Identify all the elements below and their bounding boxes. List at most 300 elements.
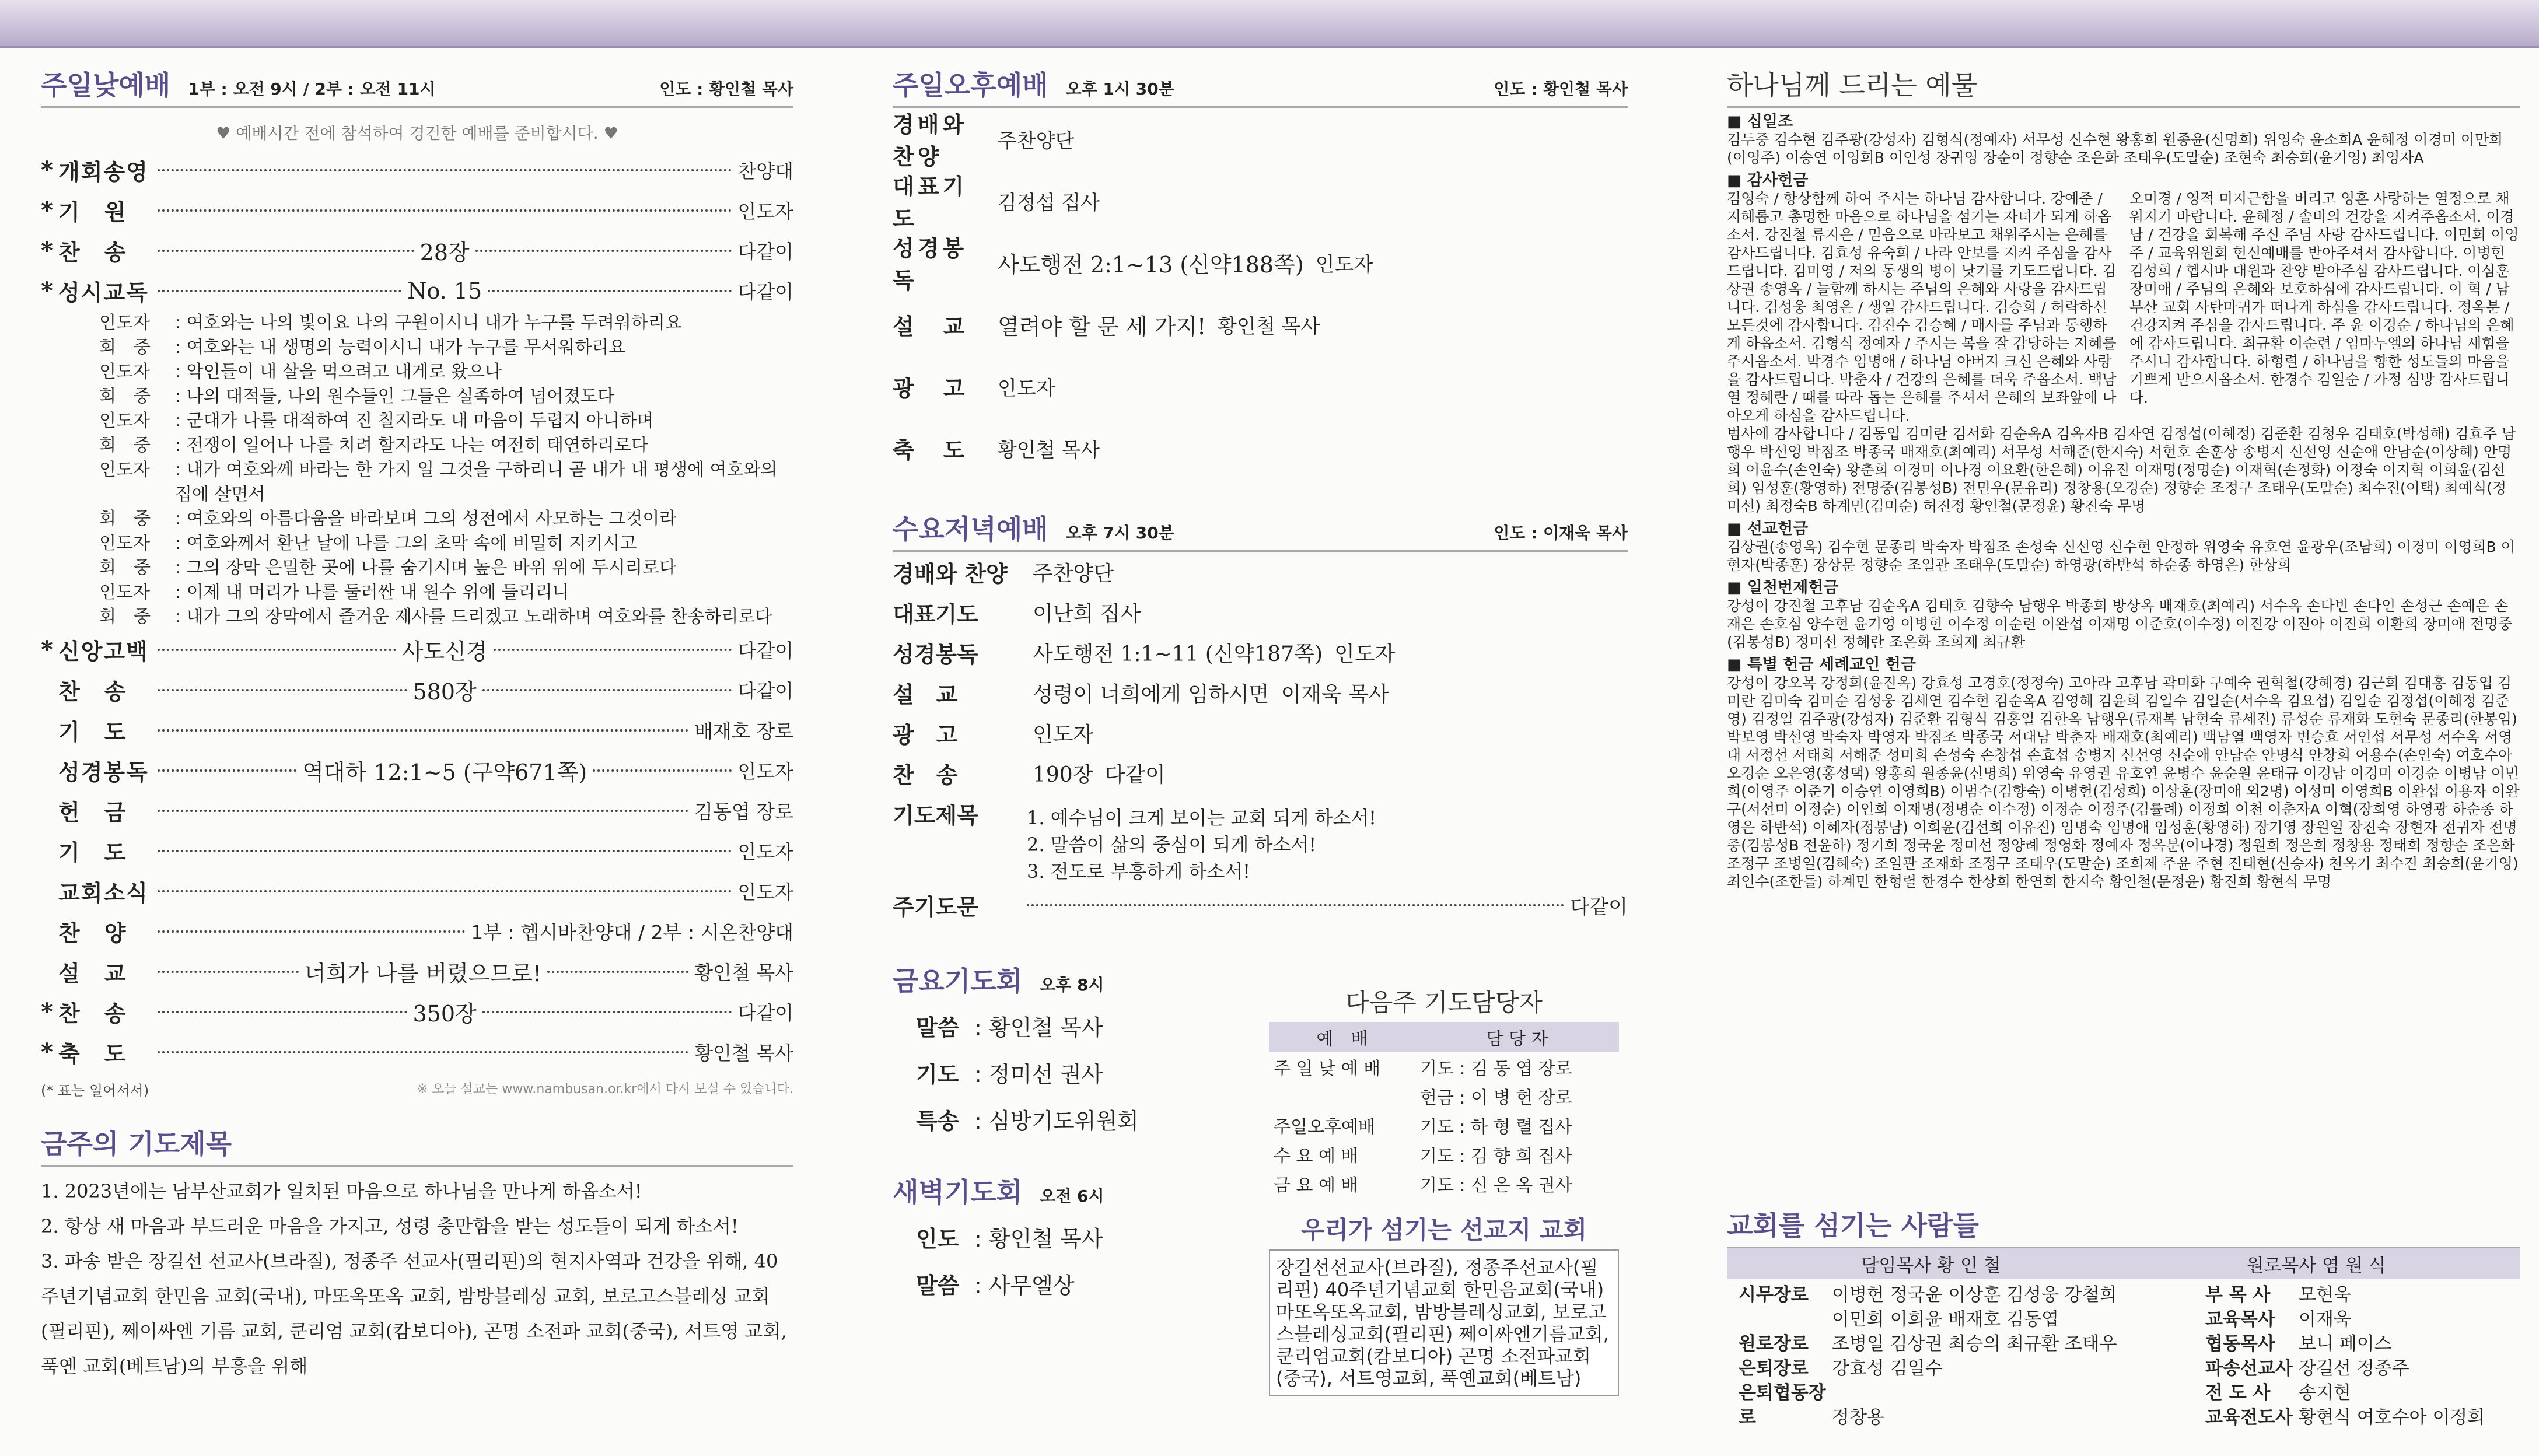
staff-grid: [1727, 1279, 2520, 1433]
senior-pastor: 담임목사 황 인 철: [1861, 1255, 2001, 1276]
order-middle: [1021, 560, 1033, 584]
standing-mark: *: [41, 197, 53, 224]
order-label: 설 교: [58, 961, 127, 986]
order-person: 황인철 목사: [998, 438, 1100, 462]
wednesday-service-times: 오후 7시 30분: [1065, 523, 1174, 542]
order-middle: [152, 1051, 694, 1054]
order-label: 신앙고백: [58, 639, 149, 664]
week-prayer-list: [41, 1174, 793, 1384]
order-row: [41, 871, 793, 911]
top-banner: [0, 0, 2539, 48]
reading-text: : 여호와의 아름다움을 바라보며 그의 성전에서 사모하는 그것이라: [175, 509, 677, 529]
meeting-value: : 황인철 목사: [974, 1014, 1103, 1041]
meeting-row: [916, 1096, 1266, 1142]
next-week-service: 주일오후예배: [1274, 1117, 1375, 1138]
reading-text: : 악인들이 내 살을 먹으려고 내게로 왔으나: [175, 362, 502, 382]
order-middle: [152, 850, 737, 852]
staff-row: [1739, 1332, 2205, 1356]
next-week-service: 금 요 예 배: [1274, 1175, 1358, 1196]
order-middle: [986, 127, 998, 151]
wednesday-service-leader: 인도 : 이재욱 목사: [1494, 523, 1628, 542]
order-label: 경배와 찬양: [893, 112, 968, 170]
next-week-person: 헌금 : 이 병 헌 장로: [1420, 1088, 1572, 1108]
meeting-label: 말씀: [916, 1014, 959, 1041]
dot-leader: [158, 971, 299, 973]
staff-names: 정창용: [1832, 1407, 1884, 1428]
order-content: 580장: [412, 679, 477, 705]
order-label: 대표기도: [893, 601, 978, 627]
dot-leader: [482, 689, 732, 691]
order-row: [41, 750, 793, 790]
dot-leader: [158, 250, 414, 252]
reading-text: : 내가 그의 장막에서 즐거운 제사를 드리겠고 노래하며 여호와를 찬송하리로다: [175, 607, 772, 627]
meeting-label: 인도: [916, 1226, 959, 1252]
order-row: [41, 670, 793, 710]
prayer-item: 2. 항상 새 마음과 부드러운 마음을 가지고, 성령 충만함을 받는 성도들이 되게 하소서!: [41, 1215, 739, 1237]
order-middle: [986, 247, 1316, 279]
order-row: [41, 271, 793, 311]
staff-row: [2205, 1405, 2509, 1430]
standing-mark: *: [41, 237, 53, 264]
dot-leader: [158, 209, 732, 212]
staff-role: 협동목사: [2205, 1334, 2275, 1354]
order-person: 찬양대: [737, 160, 793, 183]
order-label: 축 도: [893, 437, 968, 463]
morning-service-column: [41, 64, 793, 1384]
reading-line: [99, 458, 793, 507]
daily-offering-names: 강성이 강진철 고후남 김순옥A 김태호 김향숙 남행우 박종희 방상옥 배재호(최예리) 서수옥 손다빈 손다인 손성근 손예은 손재은 손호심 양수현 윤기영 이병헌 이수정 이순련 이완섭 이재명 이준호(이수정) 이진강 이진아 이진희 이환희 장미애 전명중(김봉성B) 정미선 정혜란 조은화 조희제 최규환: [1727, 597, 2513, 650]
staff-row: [2205, 1283, 2509, 1307]
order-label: 찬 양: [58, 921, 127, 946]
tithe-block: [1727, 113, 2520, 167]
order-middle: [152, 729, 694, 732]
staff-role: 교육목사: [2205, 1309, 2275, 1330]
prayer-meetings: [893, 960, 1266, 1307]
order-person: 1부 : 헵시바찬양대 / 2부 : 시온찬양대: [471, 921, 793, 944]
order-person: 인도자: [737, 841, 793, 863]
reading-speaker: 인도자: [99, 411, 150, 431]
order-row: [893, 632, 1628, 673]
staff-names: 이병헌 정국윤 이상훈 김성웅 강철희: [1832, 1284, 2117, 1306]
meeting-row: [916, 1049, 1266, 1096]
order-person: 황인철 목사: [694, 961, 793, 984]
order-label: 대표기도: [893, 174, 968, 232]
prayer-topics-label: 기도제목: [893, 803, 978, 828]
staff-row: [2205, 1307, 2509, 1332]
order-label: 기 도: [58, 719, 127, 745]
staff-header: [1727, 1248, 2520, 1279]
standing-mark: *: [41, 998, 53, 1026]
next-week-person: 기도 : 신 은 옥 권사: [1420, 1175, 1572, 1196]
reading-speaker: 인도자: [99, 313, 150, 333]
order-content: 사도행전 2:1~13 (신약188쪽): [998, 251, 1304, 278]
dot-leader: [494, 649, 732, 651]
reading-text: : 내가 여호와께 바라는 한 가지 일 그것을 구하리니 곧 내가 내 평생에 여호와의 집에 살면서: [175, 460, 778, 505]
standing-mark: *: [41, 636, 53, 663]
reading-text: : 전쟁이 일어나 나를 치려 할지라도 나는 여전히 태연하리로다: [175, 435, 648, 456]
emeritus-pastor: 원로목사 염 원 식: [2246, 1255, 2386, 1276]
dot-leader: [158, 930, 465, 933]
meeting-label: 기도: [916, 1061, 959, 1087]
order-middle: [152, 634, 737, 666]
order-label: 성시교독: [58, 280, 149, 306]
order-content: 190장: [1033, 763, 1093, 787]
order-row: [893, 592, 1628, 632]
staff-section: [1727, 1205, 2520, 1433]
order-middle: [1021, 600, 1033, 624]
order-row: [41, 951, 793, 992]
week-prayer-title: 금주의 기도제목: [41, 1123, 793, 1167]
order-content: 역대하 12:1~5 (구약671쪽): [302, 760, 587, 785]
order-person: 다같이: [737, 639, 793, 662]
reading-text: : 여호와는 내 생명의 능력이시니 내가 누구를 무서워하리요: [175, 337, 626, 358]
order-middle: [1021, 678, 1281, 708]
order-label: 경배와 찬양: [893, 561, 1008, 587]
afternoon-service-title: 주일오후예배: [893, 69, 1048, 101]
order-middle: [152, 996, 737, 1028]
order-row: [41, 230, 793, 271]
missions-title: 우리가 섬기는 선교지 교회: [1300, 1216, 1587, 1244]
afternoon-service-times: 오후 1시 30분: [1065, 79, 1174, 99]
order-row: [893, 170, 1628, 232]
meeting-value: : 황인철 목사: [974, 1226, 1103, 1252]
order-row: [893, 673, 1628, 713]
order-person: 주찬양단: [998, 129, 1075, 153]
order-person: 인도자: [737, 200, 793, 223]
order-person: 배재호 장로: [694, 720, 793, 743]
dot-leader: [158, 689, 407, 691]
lords-prayer-row: [893, 885, 1628, 925]
order-content: No. 15: [407, 278, 482, 304]
special-offering-names: 강성이 강오복 강정희(윤진옥) 강효성 고경호(정정숙) 고아라 고후남 곽미화 구예숙 권혁철(강혜경) 김근희 김대홍 김동엽 김미란 김미숙 김미순 김성웅 김세연 김수현 김순옥A 김영혜 김윤희 김일수 김일순(서수옥 김요섭) 김일순 김정섭(이혜정 김준영) 김정일 김주광(강성자) 김준환 김형식 김홍일 김한옥 남행우(류재복 남현숙 류세진) 류성순 류재화 도현숙 문종리(한봉임) 박보영 박선영 박숙자 박영자 박점조 박종국 서대남 박춘자 배재호(최예리) 백남열 백영자 변승효 서인섭 서무성 서수옥 서영대 서정선 서태희 서해준 성미희 손성숙 손창섭 손효섭 송병지 신선영 신순애 안남순 안명식 안창희 어용수(손인숙) 여호수아 오경순 오은영(홍성택) 왕홍희 원종윤(신명희) 위영숙 유영권 유호연 윤병수 윤순원 윤태규 이경남 이경미 이경순 이병남 이민희(이영주 이준기 이승연 이영희B) 이범수(김향숙) 이병헌(김성희) 이상훈(장미애 외2명) 이성미 이영희B 이완섭 이용자 이완구(서선미 이정순) 이인희 이재명(정명순 이수정) 이정순 이정주(김률례) 이정희 이천 이춘자A 이혁(장희영 하영광 하순종 하영은 하반석) 이혜자(정봉남) 이희윤(김선희 이유진) 임명숙 임명애 임성훈(황영하) 장기영 장원일 장진숙 장현자 전귀자 전명중(김봉성B 전윤하) 정기희 정국윤 정미선 정양례 정영화 정예자 정옥분(이나경) 정원희 정은희 정창용 정태희 정향순 조은화 조정구 조병일(김혜숙) 조일관 조재화 조정구 조태우(도말순) 조희제 주윤 주현 진태현(신승자) 천옥기 최수진 최승희(윤기영) 최인수(조한들) 하계민 한형렬 한경수 한상희 한연희 한지숙 황인철(문정윤) 황진희 황현식 무명: [1727, 674, 2520, 890]
meeting-label: 말씀: [916, 1272, 959, 1298]
offerings-column: [1727, 64, 2520, 891]
order-label: 기 원: [58, 200, 127, 225]
reading-text: : 여호와는 나의 빛이요 나의 구원이시니 내가 누구를 두려워하리요: [175, 313, 682, 333]
order-content: 350장: [412, 1001, 477, 1027]
order-label: 찬 송: [58, 1001, 127, 1027]
staff-role: 은퇴협동장로: [1739, 1382, 1826, 1428]
reading-text: : 그의 장막 은밀한 곳에 나를 숨기시며 높은 바위 위에 두시리로다: [175, 558, 676, 578]
thanks-heading: ■ 감사헌금: [1727, 172, 1809, 190]
reading-text: : 여호와께서 환난 날에 나를 그의 초막 속에 비밀히 지키시고: [175, 533, 637, 554]
dot-leader: [547, 971, 688, 973]
order-label: 성경봉독: [893, 236, 968, 293]
footnote: [41, 1079, 793, 1100]
order-row: [893, 108, 1628, 170]
special-offering-heading: ■ 특별 헌금 세례교인 헌금: [1727, 656, 1916, 674]
staff-names: 장길선 정종주: [2299, 1358, 2409, 1379]
order-middle: [152, 235, 737, 267]
staff-names: 이민희 이희윤 배재호 김동엽: [1832, 1309, 2059, 1330]
staff-right: [2205, 1283, 2509, 1430]
dot-leader: [158, 890, 732, 892]
order-middle: [986, 309, 1218, 341]
order-of-worship-continued: [41, 629, 793, 1072]
reading-line: [99, 409, 793, 433]
reading-line: [99, 556, 793, 580]
reading-speaker: 인도자: [99, 533, 150, 554]
order-row: [893, 552, 1628, 592]
order-middle: [152, 956, 694, 988]
daily-offering-heading: ■ 일천번제헌금: [1727, 579, 1839, 597]
order-content: 28장: [419, 240, 470, 265]
reading-text: : 이제 내 머리가 나를 둘러싼 내 원수 위에 들리리니: [175, 582, 569, 603]
order-person: 다같이: [737, 281, 793, 303]
wednesday-prayer-item: 1. 예수님이 크게 보이는 교회 되게 하소서!: [1027, 807, 1377, 829]
dot-leader: [158, 290, 401, 292]
morning-service-leader: 인도 : 황인철 목사: [659, 79, 793, 99]
dot-leader: [158, 1051, 688, 1054]
offerings-title: 하나님께 드리는 예물: [1727, 64, 2520, 108]
order-person: 김동엽 장로: [694, 800, 793, 823]
mission-offering-heading: ■ 선교헌금: [1727, 520, 1809, 538]
staff-names: 황현식 여호수아 이정희: [2299, 1407, 2485, 1428]
order-middle: [1021, 721, 1033, 745]
order-middle: [152, 890, 737, 892]
order-row: [41, 911, 793, 951]
staff-left: [1739, 1283, 2205, 1430]
next-week-person: 기도 : 하 형 렬 집사: [1420, 1117, 1572, 1138]
reading-speaker: 회 중: [99, 435, 151, 456]
dot-leader: [475, 250, 732, 252]
special-offering-block: [1727, 656, 2520, 891]
next-week-row: [1269, 1082, 1619, 1111]
reading-speaker: 회 중: [99, 386, 151, 407]
wednesday-service-header: [893, 508, 1628, 552]
order-middle: [1021, 758, 1105, 788]
next-week-prayer-box: [1269, 980, 1619, 1198]
staff-role: 원로장로: [1739, 1334, 1809, 1354]
thanks-block: [1727, 172, 2520, 515]
meeting-value: : 사무엘상: [974, 1272, 1075, 1298]
order-label: 성경봉독: [893, 642, 978, 667]
reading-speaker: 회 중: [99, 509, 151, 529]
order-person: 다같이: [737, 680, 793, 702]
order-label: 광 고: [893, 722, 958, 748]
order-label: 축 도: [58, 1041, 127, 1067]
reading-speaker: 인도자: [99, 460, 150, 480]
lords-prayer-label: 주기도문: [893, 894, 978, 920]
order-row: [893, 355, 1628, 417]
order-person: 인도자: [737, 881, 793, 904]
order-row: [41, 710, 793, 750]
order-label: 헌 금: [58, 800, 127, 825]
order-middle: [152, 930, 471, 933]
order-row: [41, 831, 793, 871]
order-person: 인도자: [1334, 642, 1396, 666]
dawn-rows: [893, 1213, 1266, 1307]
order-row: [893, 293, 1628, 355]
reading-speaker: 회 중: [99, 607, 151, 627]
morning-service-header: [41, 64, 793, 108]
dot-leader: [158, 810, 688, 812]
missions-box: [1269, 1208, 1619, 1396]
dot-leader: [158, 169, 732, 172]
next-week-person: 기도 : 김 향 희 집사: [1420, 1146, 1572, 1167]
order-middle: [152, 674, 737, 706]
order-of-worship: [41, 150, 793, 311]
order-row: [893, 417, 1628, 479]
order-label: 찬 송: [58, 679, 127, 705]
order-middle: [1021, 638, 1334, 667]
meeting-row: [916, 1213, 1266, 1260]
next-week-col-person: 담 당 자: [1415, 1022, 1619, 1052]
order-person: 다같이: [737, 240, 793, 263]
wednesday-order: [893, 552, 1628, 793]
staff-row: [2205, 1332, 2509, 1356]
mission-offering-block: [1727, 520, 2520, 574]
order-row: [893, 232, 1628, 293]
order-row: [893, 713, 1628, 753]
reading-line: [99, 605, 793, 629]
staff-role: 파송선교사: [2205, 1358, 2293, 1379]
staff-row: [2205, 1356, 2509, 1381]
tithe-heading: ■ 십일조: [1727, 113, 1793, 131]
staff-role: 전 도 사: [2205, 1382, 2271, 1404]
order-label: 개회송영: [58, 159, 149, 185]
order-content: 성령이 너희에게 임하시면: [1033, 682, 1270, 706]
wednesday-service-title: 수요저녁예배: [893, 513, 1048, 545]
dot-leader: [158, 729, 688, 732]
dot-leader: [593, 769, 732, 772]
staff-role: 교육전도사: [2205, 1407, 2293, 1428]
order-label: 기 도: [58, 840, 127, 866]
standing-mark: *: [41, 277, 53, 304]
dawn-title: 새벽기도회: [893, 1177, 1023, 1208]
responsive-reading: [41, 311, 793, 629]
meeting-value: : 정미선 권사: [974, 1061, 1103, 1087]
next-week-table: [1269, 1022, 1619, 1198]
order-person: 주찬양단: [1033, 562, 1114, 586]
reading-line: [99, 360, 793, 384]
order-content: 사도신경: [401, 639, 488, 664]
next-week-row: [1269, 1111, 1619, 1140]
order-middle: [152, 810, 694, 812]
meeting-value: : 심방기도위원회: [974, 1108, 1139, 1134]
standing-mark: *: [41, 156, 53, 184]
order-label: 성경봉독: [58, 760, 149, 785]
meeting-row: [916, 1002, 1266, 1049]
morning-service-times: 1부 : 오전 9시 / 2부 : 오전 11시: [188, 79, 436, 99]
dot-leader: [1027, 904, 1564, 907]
meeting-label: 특송: [916, 1108, 959, 1134]
order-middle: [152, 754, 737, 786]
next-week-service: 주 일 낮 예 배: [1274, 1059, 1381, 1079]
wednesday-prayer-item: 3. 전도로 부흥하게 하소서!: [1027, 860, 1251, 883]
meeting-row: [916, 1260, 1266, 1307]
dawn-times: 오전 6시: [1040, 1186, 1104, 1206]
order-person: 다같이: [737, 1002, 793, 1024]
tithe-names: 김두중 김수현 김주광(강성자) 김형식(정예자) 서무성 신수현 왕홍희 원종윤(신명희) 위영숙 윤소희A 윤혜정 이경미 이만희(이영주) 이승연 이영희B 이인성 장귀영 장순이 정향순 조은화 조태우(도말순) 조현숙 최승희(윤기영) 최영자A: [1727, 131, 2503, 166]
order-middle: [152, 169, 737, 172]
friday-rows: [893, 1002, 1266, 1142]
daily-offering-block: [1727, 579, 2520, 651]
thanks-two-col: [1727, 190, 2520, 425]
staff-row: [2205, 1381, 2509, 1405]
order-middle: [986, 189, 998, 213]
order-row: [41, 150, 793, 190]
next-week-row: [1269, 1052, 1619, 1082]
staff-row: [1739, 1356, 2205, 1381]
order-person: 이난희 집사: [1033, 602, 1141, 626]
order-content: 열려야 할 문 세 가지!: [998, 313, 1206, 340]
prayer-item: 1. 2023년에는 남부산교회가 일치된 마음으로 하나님을 만나게 하옵소서!: [41, 1180, 642, 1202]
reading-line: [99, 335, 793, 360]
order-person: 황인철 목사: [1218, 314, 1320, 338]
reading-text: : 군대가 나를 대적하여 진 칠지라도 내 마음이 두렵지 아니하며: [175, 411, 654, 431]
order-middle: [986, 436, 998, 460]
staff-role: 은퇴장로: [1739, 1358, 1809, 1379]
website-note: ※ 오늘 설교는 www.nambusan.or.kr에서 다시 보실 수 있습니다.: [417, 1082, 793, 1097]
reading-speaker: 회 중: [99, 558, 151, 578]
order-middle: [986, 374, 998, 398]
preparation-notice: ♥ 예배시간 전에 참석하여 경건한 예배를 준비합시다. ♥: [216, 124, 618, 143]
order-person: 이재욱 목사: [1281, 682, 1389, 706]
order-row: [41, 992, 793, 1032]
order-label: 교회소식: [58, 880, 149, 906]
lords-prayer-who: 다같이: [1570, 895, 1628, 919]
next-week-title: 다음주 기도담당자: [1345, 988, 1543, 1017]
friday-header: [893, 960, 1266, 1002]
order-middle: [152, 209, 737, 212]
order-label: 설 교: [893, 313, 968, 340]
order-row: [41, 190, 793, 230]
mission-offering-names: 김상권(송영옥) 김수현 문종리 박숙자 박점조 손성숙 신선영 신수현 안정하 위영숙 유호연 윤광우(조남희) 이경미 이영희B 이현자(박종훈) 장상문 정향순 조일관 조태우(도말순) 하영광(하반석 하순종 하영은) 한상희: [1727, 538, 2515, 573]
reading-speaker: 회 중: [99, 337, 151, 358]
friday-title: 금요기도회: [893, 965, 1023, 997]
staff-names: 모현욱: [2299, 1284, 2351, 1306]
order-label: 광 고: [893, 375, 968, 401]
reading-line: [99, 531, 793, 556]
staff-names: 강효성 김일수: [1832, 1358, 1943, 1379]
staff-table: [1727, 1248, 2520, 1433]
afternoon-service-leader: 인도 : 황인철 목사: [1494, 79, 1628, 99]
order-person: 인도자: [1033, 723, 1094, 747]
dot-leader: [482, 1011, 732, 1013]
thanks-left: 김영숙 / 항상함께 하여 주시는 하나님 감사합니다. 강예준 / 지혜롭고 총명한 마음으로 하나님을 섬기는 자녀가 되게 하옵소서. 강진철 류지은 / 믿음으로 바라보고 채워주시는 은혜를 감사드립니다. 김효성 유숙희 / 나라 안보를 지켜 주심을 감사드립니다. 김미영 / 저의 동생의 병이 낫기를 기도드립니다. 김상권 송영옥 / 늘함께 하시는 주님의 은혜와 사랑을 감사드립니다. 김성웅 최영은 / 생일 감사드립니다. 김승희 / 허락하신 모든것에 감사합니다. 김진수 김승혜 / 매사를 주님과 동행하게 하옵소서. 김형식 정예자 / 주시는 복을 잘 감당하는 지혜를 주시옵소서. 박경수 임명애 / 하나님 아버지 크신 은혜와 사랑을 감사드립니다. 박춘자 / 건강의 은혜를 더욱 주옵소서. 백남열 정혜란 / 때를 따라 돕는 은혜를 주셔서 은혜의 보좌앞에 나아오게 하심을 감사드립니다.: [1727, 190, 2117, 424]
order-label: 찬 송: [58, 240, 127, 265]
morning-service-title: 주일낮예배: [41, 69, 171, 101]
order-row: [41, 1032, 793, 1072]
standing-mark: *: [41, 1038, 53, 1066]
next-week-col-service: 예 배: [1269, 1022, 1415, 1052]
staff-role: 시무장로: [1739, 1284, 1809, 1306]
staff-names: 보니 페이스: [2299, 1334, 2392, 1354]
order-row: [41, 629, 793, 670]
missions-text: 장길선선교사(브라질), 정종주선교사(필리핀) 40주년기념교회 한민음교회(국내) 마또옥또옥교회, 밤방블레싱교회, 보로고스블레싱교회(필리핀) 쩨이싸엔기름교회, 쿤리엄교회(캄보디아) 곤명 소전파교회(중국), 서트영교회, 푹옌교회(베트남): [1269, 1250, 1619, 1396]
dot-leader: [158, 1011, 407, 1013]
reading-line: [99, 507, 793, 531]
staff-names: 조병일 김상권 최승의 최규환 조태우: [1832, 1334, 2117, 1354]
order-person: 인도자: [737, 760, 793, 783]
next-week-service: 수 요 예 배: [1274, 1146, 1358, 1167]
reading-speaker: 인도자: [99, 582, 150, 603]
next-week-person: 기도 : 김 동 엽 장로: [1420, 1059, 1572, 1079]
staff-role: 부 목 사: [2205, 1284, 2271, 1306]
order-label: 설 교: [893, 682, 958, 708]
dot-leader: [158, 850, 732, 852]
order-content: 사도행전 1:1~11 (신약187쪽): [1033, 642, 1323, 666]
next-week-row: [1269, 1169, 1619, 1198]
reading-speaker: 인도자: [99, 362, 150, 382]
order-person: 김정섭 집사: [998, 191, 1100, 215]
reading-line: [99, 384, 793, 409]
reading-line: [99, 580, 793, 605]
afternoon-service-header: [893, 64, 1628, 108]
reading-text: : 나의 대적들, 나의 원수들인 그들은 실족하여 넘어졌도다: [175, 386, 614, 407]
reading-line: [99, 311, 793, 335]
